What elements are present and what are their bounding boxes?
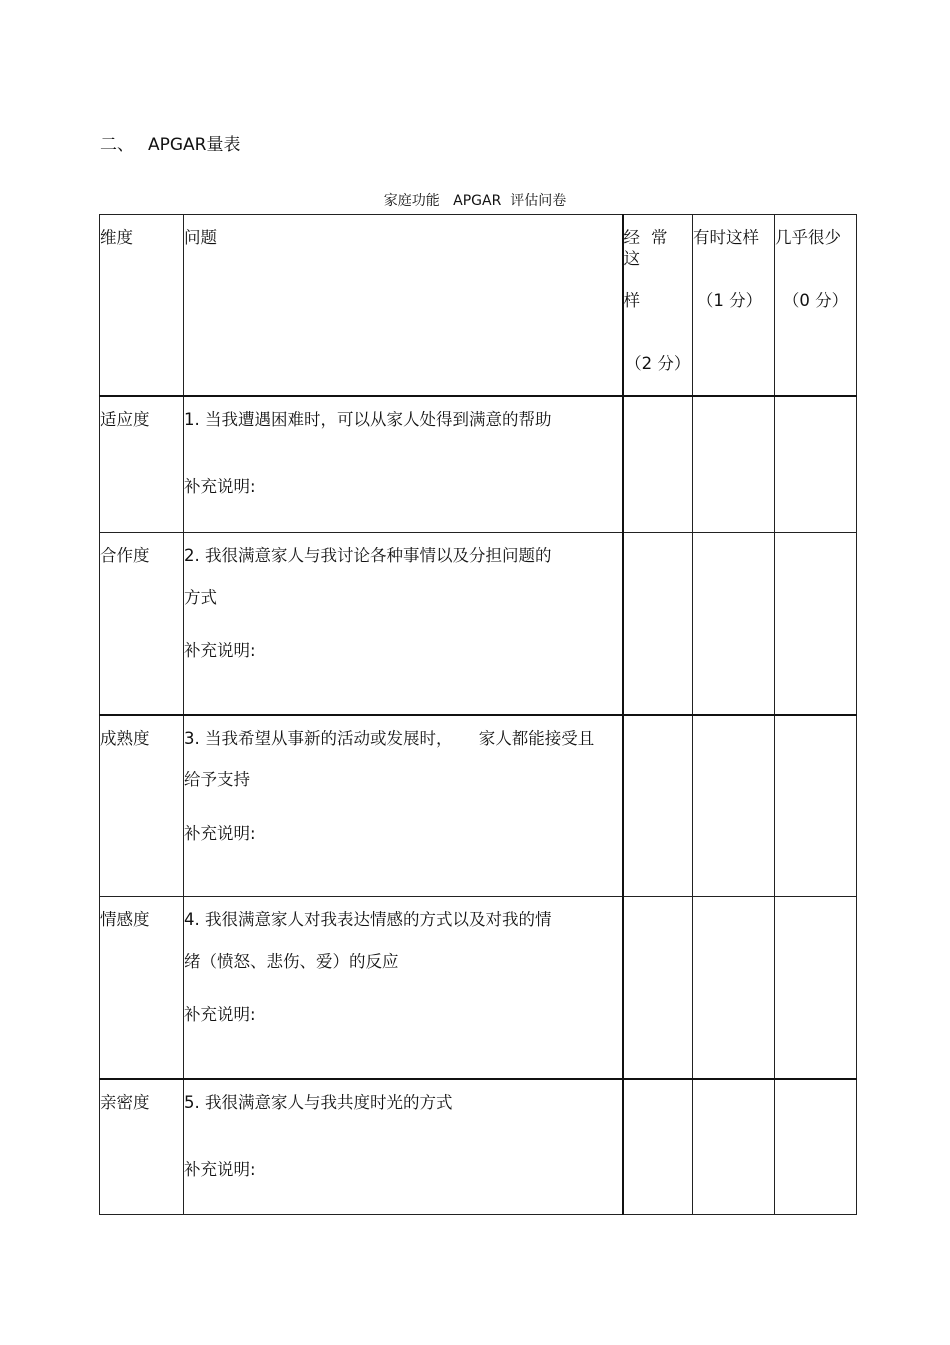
question-text: 1. 当我遭遇困难时，可以从家人处得到满意的帮助 [184,409,552,429]
score-cell-sometimes[interactable] [693,897,775,1079]
header-dimension: 维度 [100,215,184,396]
table-row [100,533,857,715]
header-often [623,215,693,396]
row-dimension: 合作度 [100,533,184,715]
header-rarely [775,215,857,396]
score-cell-sometimes[interactable] [693,715,775,897]
header-sometimes [693,215,775,396]
row-question [184,396,623,533]
row-question [184,715,623,897]
row-question [184,1079,623,1215]
table-row [100,396,857,533]
score-cell-rarely[interactable] [775,1079,857,1215]
score-cell-rarely[interactable] [775,715,857,897]
table-row [100,897,857,1079]
score-cell-rarely[interactable] [775,396,857,533]
score-cell-often[interactable] [623,396,693,533]
header-sometimes-score: （1 分） [696,290,763,310]
section-title [100,130,241,155]
row-dimension: 成熟度 [100,715,184,897]
header-often-label-cont: 样 [623,291,640,311]
score-cell-rarely[interactable] [775,533,857,715]
table-row [100,1079,857,1215]
section-title-text: APGAR量表 [148,135,241,155]
question-text: 3. 当我希望从事新的活动或发展时， 家人都能接受且 [184,728,595,748]
row-dimension: 亲密度 [100,1079,184,1215]
supplement-label: 补充说明: [184,477,256,497]
score-cell-rarely[interactable] [775,897,857,1079]
question-text-cont: 方式 [184,587,217,607]
row-dimension: 适应度 [100,396,184,533]
question-text: 4. 我很满意家人对我表达情感的方式以及对我的情 [184,910,552,929]
row-question [184,897,623,1079]
supplement-label: 补充说明: [184,1005,256,1025]
question-text: 5. 我很满意家人与我共度时光的方式 [184,1092,453,1112]
row-dimension: 情感度 [100,897,184,1079]
question-text-cont: 给予支持 [184,770,250,790]
apgar-table [99,214,857,1215]
supplement-label: 补充说明: [184,1160,256,1180]
table-caption: 家庭功能 APGAR 评估问卷 [383,193,567,209]
score-cell-often[interactable] [623,715,693,897]
score-cell-often[interactable] [623,897,693,1079]
question-text-cont: 绪（愤怒、悲伤、爱）的反应 [184,951,399,971]
header-question: 问题 [184,215,623,396]
table-row [100,715,857,897]
score-cell-sometimes[interactable] [693,1079,775,1215]
header-often-label: 经常这 [623,228,679,268]
question-text: 2. 我很满意家人与我讨论各种事情以及分担问题的 [184,546,552,565]
supplement-label: 补充说明: [184,823,256,843]
score-cell-sometimes[interactable] [693,533,775,715]
header-rarely-label: 几乎很少 [775,228,841,247]
score-cell-often[interactable] [623,533,693,715]
row-question [184,533,623,715]
header-often-score: （2 分） [625,353,691,373]
table-header-row [100,215,857,396]
score-cell-often[interactable] [623,1079,693,1215]
score-cell-sometimes[interactable] [693,396,775,533]
header-rarely-score: （0 分） [782,290,849,310]
section-prefix: 二、 [100,135,134,155]
supplement-label: 补充说明: [184,641,256,661]
header-sometimes-label: 有时这样 [693,228,759,247]
